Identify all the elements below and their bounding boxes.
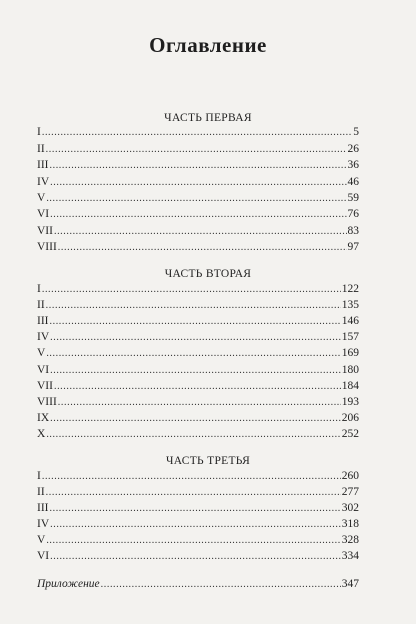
entry-page: 36 [347, 159, 359, 171]
part-title-2: ЧАСТЬ ВТОРАЯ [164, 268, 252, 280]
entry-page: 252 [341, 428, 359, 440]
entry-page: 347 [341, 578, 359, 590]
toc-entry [37, 225, 359, 241]
entry-label: II [37, 143, 45, 155]
entry-label: I [37, 126, 41, 138]
dot-leader [46, 429, 340, 440]
entry-page: 5 [353, 126, 359, 138]
dot-leader [50, 551, 341, 562]
toc-entry [37, 470, 359, 486]
entry-page: 318 [341, 518, 359, 530]
entry-label: IV [37, 518, 50, 530]
entry-label: VI [37, 208, 50, 220]
toc-entry [37, 486, 359, 502]
dot-leader [101, 579, 341, 590]
entry-page: 59 [347, 192, 359, 204]
entry-label: VII [37, 225, 53, 237]
dot-leader [50, 332, 341, 343]
entry-page: 46 [347, 176, 359, 188]
entry-label: I [37, 283, 41, 295]
entry-page: 157 [341, 331, 359, 343]
entry-page: 122 [341, 283, 359, 295]
toc-entry [37, 396, 359, 412]
dot-leader [46, 487, 341, 498]
entry-label: IV [37, 331, 50, 343]
part-title-3: ЧАСТЬ ТРЕТЬЯ [165, 455, 251, 467]
toc-entry [37, 534, 359, 550]
entry-label: I [37, 470, 41, 482]
toc-entry [37, 518, 359, 534]
entry-page: 26 [347, 143, 359, 155]
toc-entry [37, 159, 359, 175]
entry-label: VI [37, 550, 50, 562]
toc-entry [37, 428, 359, 444]
dot-leader [58, 242, 347, 253]
toc-entry [37, 143, 359, 159]
entry-page: 302 [341, 502, 359, 514]
entry-label: II [37, 299, 45, 311]
entry-label: VII [37, 380, 53, 392]
toc-entry [37, 126, 359, 142]
entry-label: V [37, 534, 46, 546]
dot-leader [42, 127, 352, 138]
dot-leader [50, 160, 347, 171]
entry-page: 97 [347, 241, 359, 253]
dot-leader [42, 284, 341, 295]
dot-leader [46, 535, 340, 546]
entry-page: 260 [341, 470, 359, 482]
entry-label: V [37, 347, 46, 359]
entry-page: 184 [341, 380, 359, 392]
toc-entry [37, 315, 359, 331]
entry-label: VIII [37, 396, 57, 408]
toc-entry [37, 380, 359, 396]
dot-leader [46, 193, 346, 204]
entry-page: 193 [341, 396, 359, 408]
entry-label: VI [37, 364, 50, 376]
page-title: Оглавление [149, 33, 267, 57]
entry-label: IV [37, 176, 50, 188]
dot-leader [50, 519, 341, 530]
dot-leader [50, 365, 341, 376]
entry-label: IX [37, 412, 50, 424]
dot-leader [46, 144, 347, 155]
entry-page: 83 [347, 225, 359, 237]
dot-leader [46, 300, 341, 311]
dot-leader [50, 413, 341, 424]
entry-label: II [37, 486, 45, 498]
dot-leader [58, 397, 341, 408]
dot-leader [42, 471, 341, 482]
entry-label: X [37, 428, 46, 440]
toc-entry [37, 502, 359, 518]
toc-entry [37, 347, 359, 363]
entry-page: 146 [341, 315, 359, 327]
entry-page: 334 [341, 550, 359, 562]
dot-leader [50, 316, 341, 327]
dot-leader [54, 381, 341, 392]
toc-entry [37, 283, 359, 299]
entry-label: V [37, 192, 46, 204]
toc-entry [37, 412, 359, 428]
toc-entry [37, 364, 359, 380]
part-title-1: ЧАСТЬ ПЕРВАЯ [164, 112, 252, 124]
toc-entry [37, 331, 359, 347]
entry-page: 180 [341, 364, 359, 376]
dot-leader [50, 177, 346, 188]
toc-entry [37, 241, 359, 257]
entry-label: III [37, 315, 49, 327]
dot-leader [54, 226, 347, 237]
entry-label: III [37, 502, 49, 514]
toc-entry [37, 208, 359, 224]
toc-entry [37, 192, 359, 208]
entry-page: 76 [347, 208, 359, 220]
toc-entry [37, 176, 359, 192]
entry-page: 277 [341, 486, 359, 498]
entry-label: Приложение [37, 578, 100, 590]
toc-entry-appendix [37, 578, 359, 594]
toc-entry [37, 299, 359, 315]
entry-page: 169 [341, 347, 359, 359]
entry-page: 328 [341, 534, 359, 546]
dot-leader [50, 503, 341, 514]
entry-page: 206 [341, 412, 359, 424]
dot-leader [50, 209, 346, 220]
entry-label: III [37, 159, 49, 171]
dot-leader [46, 348, 340, 359]
entry-label: VIII [37, 241, 57, 253]
toc-entry [37, 550, 359, 566]
entry-page: 135 [341, 299, 359, 311]
